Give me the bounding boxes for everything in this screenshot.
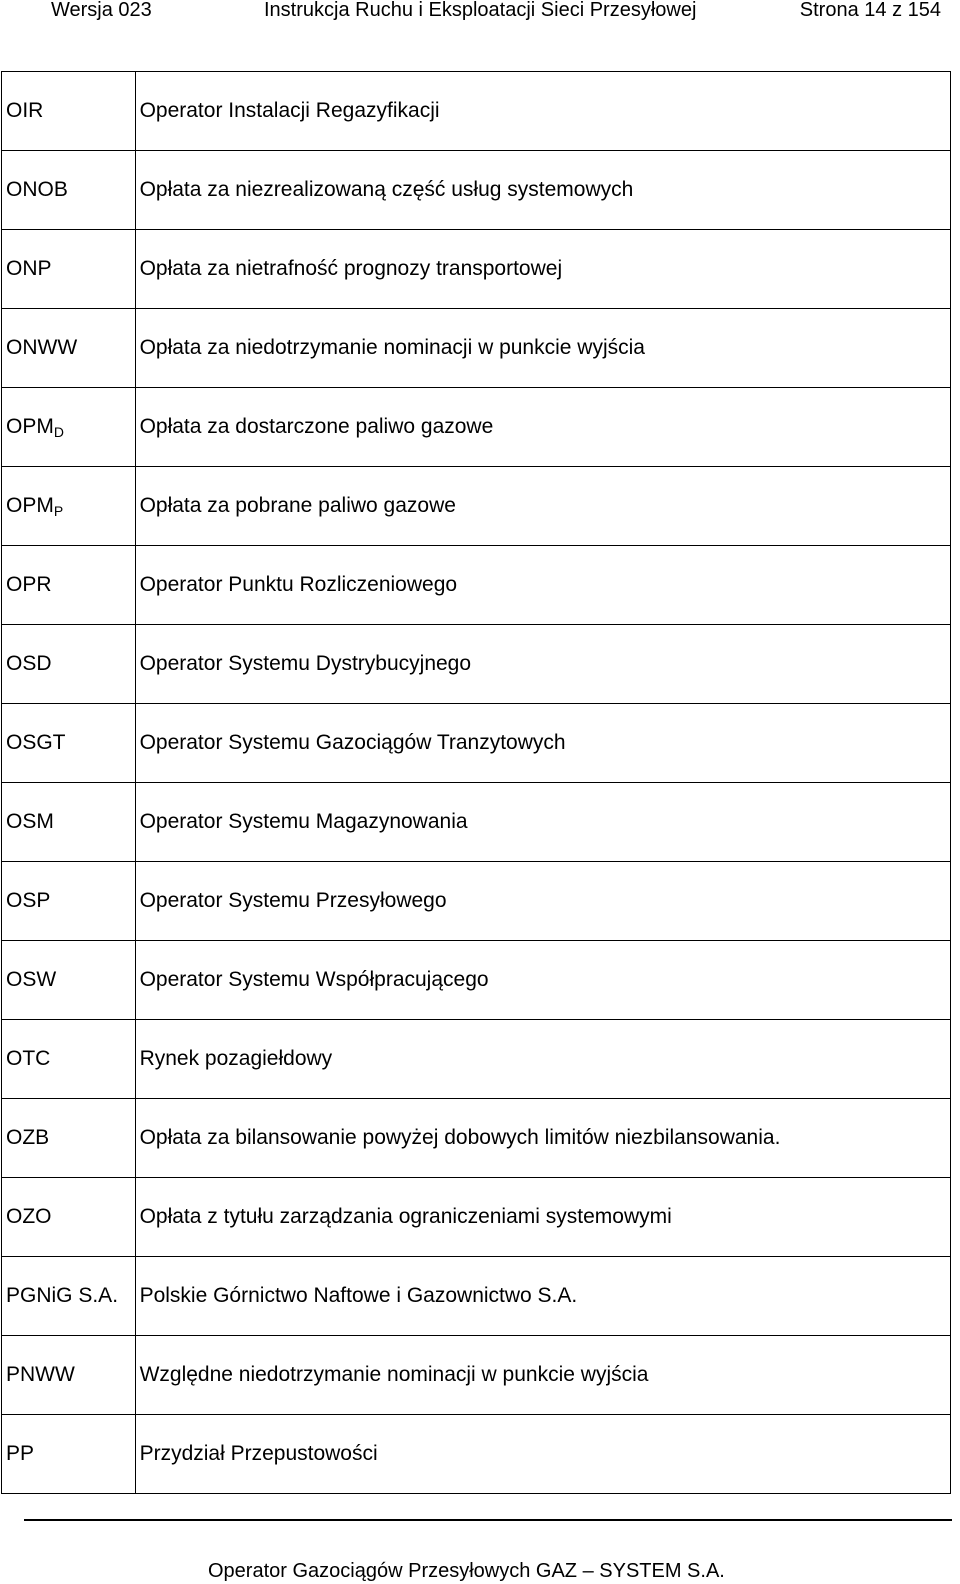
abbreviation: ONP <box>6 257 52 280</box>
definition-cell <box>135 1178 950 1257</box>
definition: Względne niedotrzymanie nominacji w punkcie wyjścia <box>139 1363 649 1386</box>
definition-cell <box>135 230 950 309</box>
table-row <box>2 1020 951 1099</box>
definition: Opłata za pobrane paliwo gazowe <box>139 494 456 517</box>
table-row <box>2 72 951 151</box>
abbreviation: OTC <box>6 1047 51 1070</box>
definition: Opłata za bilansowanie powyżej dobowych limitów niezbilansowania. <box>139 1126 781 1149</box>
table-row <box>2 230 951 309</box>
abbreviation-cell <box>2 151 136 230</box>
definition: Operator Systemu Przesyłowego <box>139 889 447 912</box>
abbreviation-cell <box>2 704 136 783</box>
definition: Opłata za nietrafność prognozy transportowej <box>139 257 563 280</box>
definition-cell <box>135 862 950 941</box>
abbreviation-subscript: D <box>53 423 64 440</box>
abbreviations-table <box>1 71 951 1494</box>
definition: Przydział Przepustowości <box>139 1442 378 1465</box>
table-row <box>2 309 951 388</box>
definition: Operator Instalacji Regazyfikacji <box>139 99 440 122</box>
page-header <box>0 0 960 22</box>
definition-cell <box>135 783 950 862</box>
abbreviation-cell <box>2 546 136 625</box>
definition-cell <box>135 388 950 467</box>
abbreviation-cell <box>2 862 136 941</box>
abbreviation-cell <box>2 1257 136 1336</box>
definition-cell <box>135 72 950 151</box>
abbreviation-cell <box>2 388 136 467</box>
table-row <box>2 862 951 941</box>
document-title: Instrukcja Ruchu i Eksploatacji Sieci Przesyłowej <box>264 0 697 21</box>
definition-cell <box>135 151 950 230</box>
table-row <box>2 388 951 467</box>
abbreviation-cell <box>2 1336 136 1415</box>
definition-cell <box>135 546 950 625</box>
abbreviation: OZO <box>6 1205 52 1228</box>
abbreviation: OPR <box>6 573 52 596</box>
abbreviation: OZB <box>6 1126 50 1149</box>
definition: Opłata z tytułu zarządzania ograniczeniami systemowymi <box>139 1205 672 1228</box>
definition: Operator Systemu Współpracującego <box>139 968 489 991</box>
page-footer: Operator Gazociągów Przesyłowych GAZ – SYSTEM S.A. <box>208 1560 725 1582</box>
abbreviation: OSGT <box>6 731 66 754</box>
definition: Opłata za niedotrzymanie nominacji w punkcie wyjścia <box>139 336 645 359</box>
abbreviation-cell <box>2 467 136 546</box>
definition: Opłata za niezrealizowaną część usług systemowych <box>139 178 634 201</box>
abbreviation: OSM <box>6 810 54 833</box>
definition: Rynek pozagiełdowy <box>139 1047 333 1070</box>
document-version: Wersja 023 <box>51 0 152 21</box>
table-row <box>2 783 951 862</box>
abbreviation: OIR <box>6 99 44 122</box>
abbreviation-cell <box>2 1415 136 1494</box>
abbreviation: OSW <box>6 968 57 991</box>
abbreviation-subscript: P <box>53 502 64 519</box>
table-row <box>2 625 951 704</box>
definition: Operator Systemu Dystrybucyjnego <box>139 652 472 675</box>
definition-cell <box>135 1257 950 1336</box>
definition-cell <box>135 625 950 704</box>
table-row <box>2 151 951 230</box>
page-number: Strona 14 z 154 <box>799 0 941 21</box>
definition: Operator Systemu Magazynowania <box>139 810 468 833</box>
abbreviation: OPM <box>6 414 54 438</box>
abbreviation: OSP <box>6 889 51 912</box>
abbreviation-cell <box>2 309 136 388</box>
abbreviation: ONOB <box>6 178 68 201</box>
table-row <box>2 467 951 546</box>
table-row <box>2 941 951 1020</box>
definition: Polskie Górnictwo Naftowe i Gazownictwo S.A. <box>139 1284 578 1307</box>
abbreviations-table-body <box>2 72 951 1494</box>
abbreviation: PNWW <box>6 1363 75 1386</box>
table-row <box>2 1336 951 1415</box>
definition-cell <box>135 1099 950 1178</box>
definition-cell <box>135 467 950 546</box>
definition: Operator Systemu Gazociągów Tranzytowych <box>139 731 566 754</box>
table-row <box>2 704 951 783</box>
definition-cell <box>135 1336 950 1415</box>
abbreviation-cell <box>2 1099 136 1178</box>
table-row <box>2 1099 951 1178</box>
abbreviation: OPM <box>6 493 54 517</box>
abbreviation-cell <box>2 783 136 862</box>
abbreviation-cell <box>2 941 136 1020</box>
table-row <box>2 1178 951 1257</box>
table-row <box>2 1257 951 1336</box>
abbreviation-cell <box>2 1020 136 1099</box>
abbreviation-cell <box>2 230 136 309</box>
footer-divider <box>24 1519 952 1521</box>
abbreviation: ONWW <box>6 336 78 359</box>
definition: Opłata za dostarczone paliwo gazowe <box>139 415 494 438</box>
abbreviation: OSD <box>6 652 52 675</box>
definition: Operator Punktu Rozliczeniowego <box>139 573 458 596</box>
abbreviation-cell <box>2 1178 136 1257</box>
abbreviation-cell <box>2 72 136 151</box>
definition-cell <box>135 309 950 388</box>
abbreviation: PP <box>6 1442 35 1465</box>
definition-cell <box>135 941 950 1020</box>
definition-cell <box>135 704 950 783</box>
abbreviation: PGNiG S.A. <box>6 1284 119 1307</box>
definition-cell <box>135 1415 950 1494</box>
abbreviation-cell <box>2 625 136 704</box>
definition-cell <box>135 1020 950 1099</box>
table-row <box>2 1415 951 1494</box>
table-row <box>2 546 951 625</box>
